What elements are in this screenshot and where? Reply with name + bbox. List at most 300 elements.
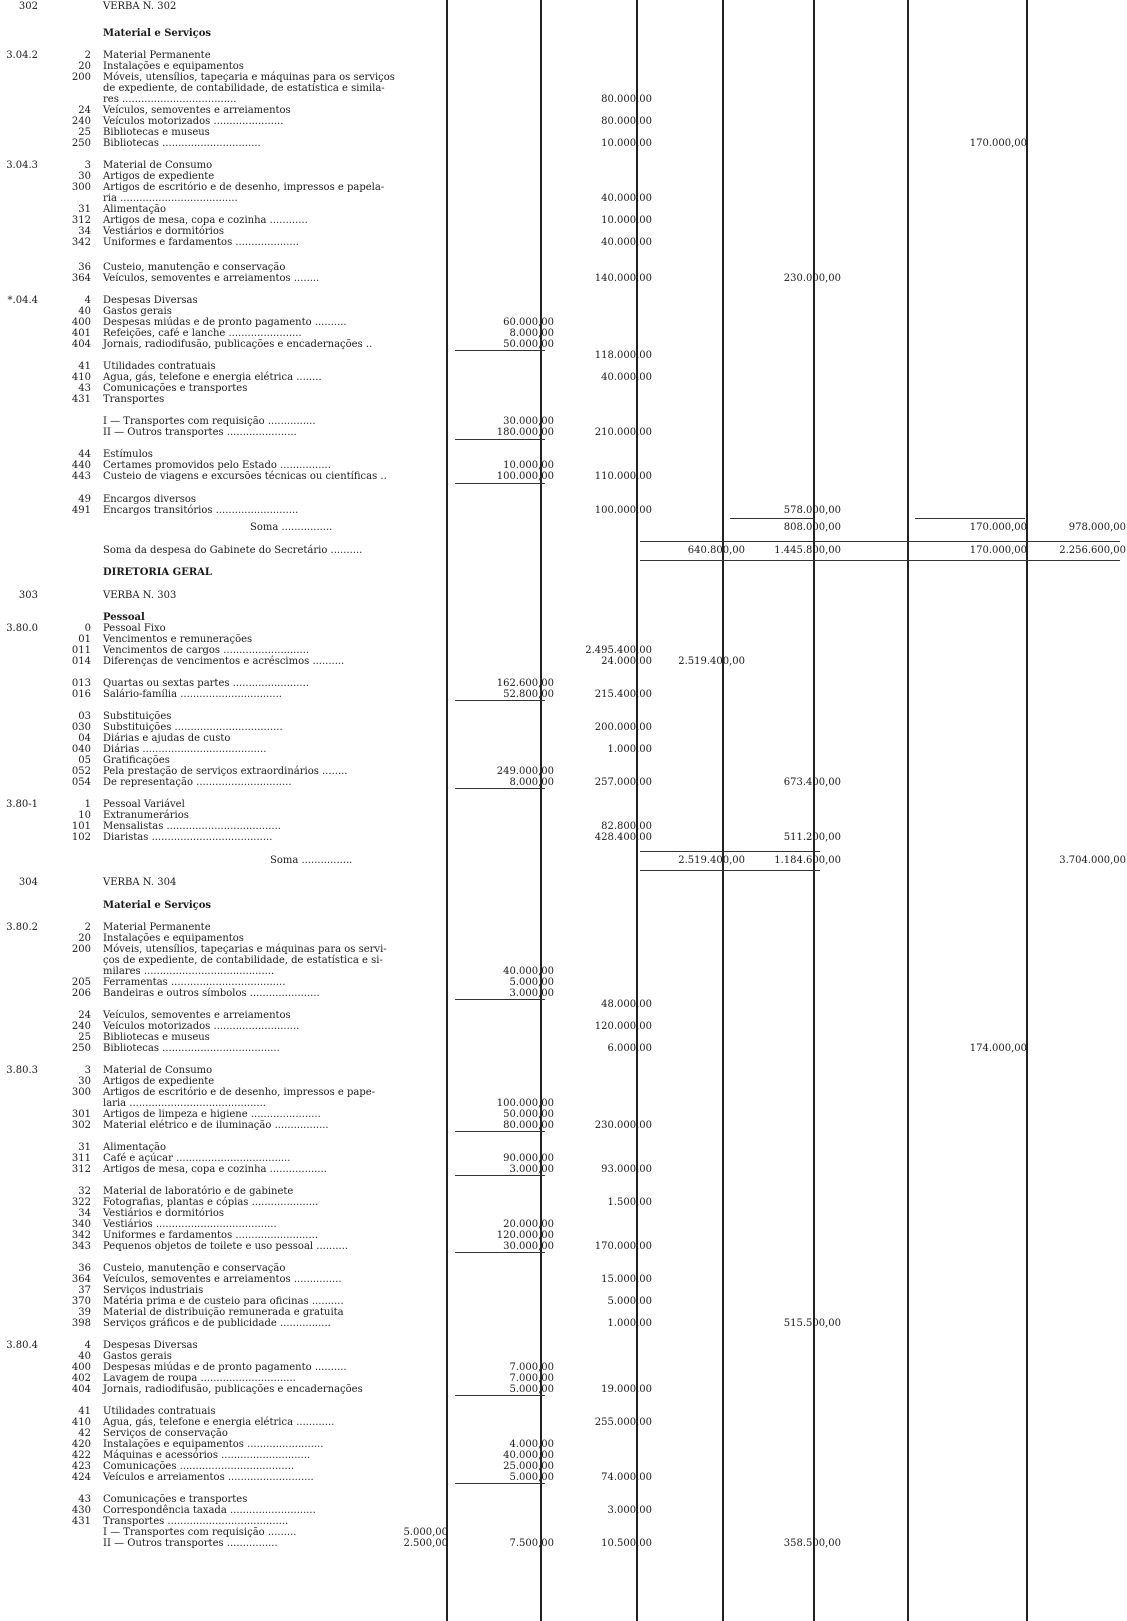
item-description: Lavagem de roupa .............................. <box>103 1373 296 1384</box>
item-code: 030 <box>71 722 91 733</box>
item-description: VERBA N. 302 <box>103 1 177 12</box>
budget-line <box>0 317 1127 328</box>
item-description: Material de Consumo <box>103 160 213 171</box>
item-code: 404 <box>71 1384 91 1395</box>
item-description: Vestiários e dormitórios <box>103 1208 224 1219</box>
item-description: Transportes <box>103 394 165 405</box>
amount-column-1: 7.000,00 <box>509 1373 554 1384</box>
amount-column-1: 5.000,00 <box>509 1384 554 1395</box>
item-description: ria ..................................... <box>103 193 238 204</box>
budget-line <box>0 689 1127 700</box>
item-description: Instalações e equipamentos <box>103 933 244 944</box>
amount-column-2: 15.000,00 <box>601 1274 652 1285</box>
item-description: Agua, gás, telefone e energia elétrica ............ <box>103 1417 335 1428</box>
verba-code: 3.80.3 <box>6 1065 38 1076</box>
budget-line <box>0 160 1127 171</box>
budget-line <box>0 1241 1127 1252</box>
item-description: ços de expediente, de contabilidade, de estatística e si- <box>103 955 383 966</box>
item-description: Encargos transitórios .......................... <box>103 505 299 516</box>
item-code: 250 <box>71 138 91 149</box>
amount-column-2: 6.000,00 <box>607 1043 652 1054</box>
budget-line <box>0 766 1127 777</box>
item-description: Artigos de mesa, copa e cozinha .................. <box>103 1164 327 1175</box>
amount-column-2: 10.500,00 <box>601 1538 652 1549</box>
amount-column-1: 4.000,00 <box>509 1439 554 1450</box>
amount-column-2: 74.000,00 <box>601 1472 652 1483</box>
amount-column-2: 110.000,00 <box>594 471 652 482</box>
amount-column-1: 7.500,00 <box>509 1538 554 1549</box>
budget-line <box>0 1505 1127 1516</box>
item-code: 24 <box>78 105 91 116</box>
item-description: laria ........................................... <box>103 1098 266 1109</box>
budget-line <box>0 138 1127 149</box>
budget-line <box>0 273 1127 284</box>
budget-line <box>0 204 1127 215</box>
item-code: 402 <box>71 1373 91 1384</box>
amount-column-1: 50.000,00 <box>503 339 554 350</box>
budget-line <box>0 1153 1127 1164</box>
item-code: 491 <box>71 505 91 516</box>
item-code: 311 <box>71 1153 91 1164</box>
item-description: Custeio, manutenção e conservação <box>103 262 286 273</box>
item-code: 342 <box>71 237 91 248</box>
item-description: I — Transportes com requisição ......... <box>103 1527 297 1538</box>
budget-line <box>0 339 1127 350</box>
item-code: 400 <box>71 317 91 328</box>
item-description: Diferenças de vencimentos e acréscimos .......... <box>103 656 345 667</box>
budget-line <box>0 1307 1127 1318</box>
item-description: Artigos de escritório e de desenho, impressos e papela- <box>103 182 385 193</box>
item-code: 443 <box>71 471 91 482</box>
amount-column-1: 60.000,00 <box>503 317 554 328</box>
amount-column-2: 10.000,00 <box>601 215 652 226</box>
budget-line <box>0 1296 1127 1307</box>
amount-column-2: 255.000,00 <box>594 1417 652 1428</box>
subtotal-rule <box>455 1395 545 1396</box>
budget-line <box>0 1263 1127 1274</box>
budget-line <box>0 711 1127 722</box>
amount-column-2: 5.000,00 <box>607 1296 652 1307</box>
item-code: 322 <box>71 1197 91 1208</box>
amount-column-6: 2.256.600,00 <box>1059 545 1126 556</box>
item-code: 10 <box>78 810 91 821</box>
amount-column-1: 10.000,00 <box>503 460 554 471</box>
subtotal-rule <box>915 518 1025 519</box>
amount-column-1: 8.000,00 <box>509 777 554 788</box>
amount-column-2: 428.400,00 <box>594 832 652 843</box>
item-description: Utilidades contratuais <box>103 1406 216 1417</box>
item-description: Serviços industriais <box>103 1285 204 1296</box>
amount-column-4: 358.500,00 <box>783 1538 841 1549</box>
item-description: Vestiários ...................................... <box>103 1219 277 1230</box>
amount-column-2: 2.495.400,00 <box>585 645 652 656</box>
amount-column-1: 162.600,00 <box>496 678 554 689</box>
item-code: 052 <box>71 766 91 777</box>
budget-line <box>0 237 1127 248</box>
item-description: Alimentação <box>103 204 167 215</box>
budget-line <box>0 944 1127 955</box>
item-code: 340 <box>71 1219 91 1230</box>
budget-line <box>0 755 1127 766</box>
budget-line <box>0 799 1127 810</box>
item-description: Material elétrico e de iluminação ................. <box>103 1120 329 1131</box>
item-description: Pequenos objetos de toilete e uso pessoal .......... <box>103 1241 349 1252</box>
budget-line <box>0 105 1127 116</box>
budget-line <box>0 427 1127 438</box>
item-code: 04 <box>78 733 91 744</box>
item-description: Pela prestação de serviços extraordinários ........ <box>103 766 348 777</box>
budget-line <box>0 1142 1127 1153</box>
budget-line <box>0 394 1127 405</box>
item-code: 30 <box>78 1076 91 1087</box>
budget-line <box>0 1274 1127 1285</box>
item-code: 300 <box>71 1087 91 1098</box>
budget-line <box>0 1021 1127 1032</box>
item-description: Matéria prima e de custeio para oficinas .......... <box>103 1296 344 1307</box>
item-code: 20 <box>78 933 91 944</box>
amount-column-3: 640.800,00 <box>687 545 745 556</box>
subtotal-rule <box>455 788 545 789</box>
item-description: res .................................... <box>103 94 237 105</box>
item-description: Quartas ou sextas partes ........................ <box>103 678 309 689</box>
budget-line <box>0 1494 1127 1505</box>
amount-column-4: 230.000,00 <box>783 273 841 284</box>
budget-line <box>0 50 1127 61</box>
item-description: Despesas Diversas <box>103 295 198 306</box>
item-code: 4 <box>84 295 91 306</box>
budget-line <box>0 1043 1127 1054</box>
amount-column-2: 3.000,00 <box>607 1505 652 1516</box>
amount-column-1: 80.000,00 <box>503 1120 554 1131</box>
item-description: Alimentação <box>103 1142 167 1153</box>
verba-code: 3.04.2 <box>6 50 38 61</box>
item-code: 206 <box>71 988 91 999</box>
item-code: 39 <box>78 1307 91 1318</box>
item-code: 36 <box>78 1263 91 1274</box>
item-description: Bibliotecas ............................... <box>103 138 261 149</box>
budget-line <box>0 1384 1127 1395</box>
subtotal-rule <box>730 518 815 519</box>
amount-column-2: 40.000,00 <box>601 193 652 204</box>
item-code: 24 <box>78 1010 91 1021</box>
amount-column-3: 2.519.400,00 <box>678 656 745 667</box>
item-description: Artigos de mesa, copa e cozinha ............ <box>103 215 308 226</box>
item-description: Despesas miúdas e de pronto pagamento .......... <box>103 317 347 328</box>
verba-code: *.04.4 <box>7 295 38 306</box>
budget-line <box>0 416 1127 427</box>
amount-column-1: 100.000,00 <box>496 471 554 482</box>
item-code: 014 <box>71 656 91 667</box>
budget-line <box>0 1120 1127 1131</box>
item-description: Serviços de conservação <box>103 1428 228 1439</box>
total-rule <box>640 851 820 852</box>
item-code: 05 <box>78 755 91 766</box>
item-description: Utilidades contratuais <box>103 361 216 372</box>
budget-line <box>0 1208 1127 1219</box>
item-description: Material de Consumo <box>103 1065 213 1076</box>
budget-line <box>0 855 1127 866</box>
budget-line <box>0 545 1127 556</box>
amount-column-5: 170.000,00 <box>969 138 1027 149</box>
item-code: 34 <box>78 1208 91 1219</box>
item-description: Bandeiras e outros símbolos ...................... <box>103 988 320 999</box>
subtotal-rule <box>455 1483 545 1484</box>
budget-line <box>0 877 1127 888</box>
item-code: 4 <box>84 1340 91 1351</box>
budget-line <box>0 1197 1127 1208</box>
amount-column-2: 80.000,00 <box>601 116 652 127</box>
item-description: Correspondência taxada ........................... <box>103 1505 316 1516</box>
item-code: 41 <box>78 1406 91 1417</box>
budget-line <box>0 1010 1127 1021</box>
budget-line <box>0 1406 1127 1417</box>
amount-column-5: 174.000,00 <box>969 1043 1027 1054</box>
amount-column-1: 40.000,00 <box>503 1450 554 1461</box>
budget-line <box>0 1032 1127 1043</box>
budget-line <box>0 1109 1127 1120</box>
item-description: Certames promovidos pelo Estado ................ <box>103 460 331 471</box>
item-code: 040 <box>71 744 91 755</box>
item-code: 49 <box>78 494 91 505</box>
budget-line <box>0 116 1127 127</box>
budget-line <box>0 1538 1127 1549</box>
item-code: 3 <box>84 1065 91 1076</box>
item-description: de expediente, de contabilidade, de estatística e simila- <box>103 83 385 94</box>
amount-column-1: 8.000,00 <box>509 328 554 339</box>
item-description: Soma ................ <box>250 522 333 533</box>
item-description: Material de laboratório e de gabinete <box>103 1186 294 1197</box>
budget-line <box>0 922 1127 933</box>
total-rule <box>640 560 1120 561</box>
item-description: Artigos de expediente <box>103 171 215 182</box>
budget-line <box>0 182 1127 193</box>
transport-subamount: 2.500,00 <box>403 1538 448 1549</box>
item-code: 398 <box>71 1318 91 1329</box>
budget-line <box>0 1340 1127 1351</box>
budget-line <box>0 612 1127 623</box>
budget-line <box>0 1285 1127 1296</box>
item-description: Bibliotecas e museus <box>103 1032 210 1043</box>
amount-column-1: 3.000,00 <box>509 988 554 999</box>
amount-column-2: 140.000,00 <box>594 273 652 284</box>
budget-line <box>0 1461 1127 1472</box>
budget-line <box>0 777 1127 788</box>
item-code: 34 <box>78 226 91 237</box>
amount-column-2: 100.000,00 <box>594 505 652 516</box>
item-description: DIRETORIA GERAL <box>103 567 212 578</box>
budget-line <box>0 1164 1127 1175</box>
item-description: Extranumerários <box>103 810 189 821</box>
budget-line <box>0 460 1127 471</box>
item-code: 312 <box>71 1164 91 1175</box>
budget-line <box>0 383 1127 394</box>
item-code: 20 <box>78 61 91 72</box>
item-code: 03 <box>78 711 91 722</box>
item-description: Artigos de expediente <box>103 1076 215 1087</box>
amount-column-1: 7.000,00 <box>509 1362 554 1373</box>
budget-line <box>0 361 1127 372</box>
item-code: 30 <box>78 171 91 182</box>
budget-line <box>0 522 1127 533</box>
budget-line <box>0 94 1127 105</box>
amount-column-1: 100.000,00 <box>496 1098 554 1109</box>
item-code: 312 <box>71 215 91 226</box>
budget-line <box>0 494 1127 505</box>
budget-line <box>0 733 1127 744</box>
item-code: 32 <box>78 1186 91 1197</box>
amount-column-2: 40.000,00 <box>601 372 652 383</box>
item-code: 240 <box>71 116 91 127</box>
item-code: 25 <box>78 1032 91 1043</box>
budget-line <box>0 1230 1127 1241</box>
amount-column-2: 210.000,00 <box>594 427 652 438</box>
budget-line <box>0 350 1127 361</box>
item-code: 404 <box>71 339 91 350</box>
item-code: 342 <box>71 1230 91 1241</box>
item-description: Gastos gerais <box>103 306 172 317</box>
amount-column-2: 80.000,00 <box>601 94 652 105</box>
item-description: II — Outros transportes ...................... <box>103 427 297 438</box>
amount-column-4: 1.445.800,00 <box>774 545 841 556</box>
budget-line <box>0 832 1127 843</box>
amount-column-2: 230.000,00 <box>594 1120 652 1131</box>
budget-line <box>0 966 1127 977</box>
item-code: 200 <box>71 72 91 83</box>
item-code: 205 <box>71 977 91 988</box>
item-code: 364 <box>71 1274 91 1285</box>
item-description: II — Outros transportes ................ <box>103 1538 278 1549</box>
amount-column-5: 170.000,00 <box>969 545 1027 556</box>
item-description: Instalações e equipamentos ........................ <box>103 1439 324 1450</box>
item-code: 44 <box>78 449 91 460</box>
item-description: Veículos, semoventes e arreiamentos <box>103 1010 291 1021</box>
item-description: Jornais, radiodifusão, publicações e encadernações <box>103 1384 363 1395</box>
budget-line <box>0 61 1127 72</box>
item-code: 40 <box>78 306 91 317</box>
budget-line <box>0 295 1127 306</box>
item-code: 250 <box>71 1043 91 1054</box>
item-description: Agua, gás, telefone e energia elétrica ........ <box>103 372 322 383</box>
amount-column-1: 20.000,00 <box>503 1219 554 1230</box>
budget-line <box>0 1417 1127 1428</box>
budget-line <box>0 567 1127 578</box>
budget-line <box>0 1428 1127 1439</box>
amount-column-1: 25.000,00 <box>503 1461 554 1472</box>
item-code: 102 <box>71 832 91 843</box>
subtotal-rule <box>455 439 545 440</box>
item-description: Pessoal Fixo <box>103 623 166 634</box>
amount-column-2: 82.800,00 <box>601 821 652 832</box>
amount-column-1: 3.000,00 <box>509 1164 554 1175</box>
item-description: I — Transportes com requisição ............... <box>103 416 316 427</box>
item-code: 370 <box>71 1296 91 1307</box>
budget-line <box>0 933 1127 944</box>
amount-column-1: 52.800,00 <box>503 689 554 700</box>
item-description: Café e açúcar .................................... <box>103 1153 291 1164</box>
item-code: 424 <box>71 1472 91 1483</box>
budget-line <box>0 471 1127 482</box>
budget-line <box>0 72 1127 83</box>
item-code: 1 <box>84 799 91 810</box>
amount-column-1: 30.000,00 <box>503 1241 554 1252</box>
amount-column-2: 93.000,00 <box>601 1164 652 1175</box>
item-description: Móveis, utensílios, tapeçaria e máquinas para os serviços <box>103 72 395 83</box>
item-code: 36 <box>78 262 91 273</box>
budget-line <box>0 1516 1127 1527</box>
budget-line <box>0 623 1127 634</box>
item-description: Despesas miúdas e de pronto pagamento .......... <box>103 1362 347 1373</box>
item-description: Fotografias, plantas e cópias ..................... <box>103 1197 319 1208</box>
amount-column-1: 50.000,00 <box>503 1109 554 1120</box>
amount-column-4: 1.184.600,00 <box>774 855 841 866</box>
item-description: Material e Serviços <box>103 28 212 39</box>
item-description: Diárias ....................................... <box>103 744 267 755</box>
item-description: Pessoal <box>103 612 145 623</box>
budget-line <box>0 1098 1127 1109</box>
budget-line <box>0 1373 1127 1384</box>
total-rule <box>640 870 820 871</box>
item-description: Uniformes e fardamentos .................... <box>103 237 299 248</box>
amount-column-2: 1.000,00 <box>607 1318 652 1329</box>
item-description: Transportes ...................................... <box>103 1516 289 1527</box>
item-description: Artigos de limpeza e higiene ...................... <box>103 1109 321 1120</box>
budget-line <box>0 1450 1127 1461</box>
item-description: Custeio, manutenção e conservação <box>103 1263 286 1274</box>
item-description: Veículos, semoventes e arreiamentos ........ <box>103 273 320 284</box>
item-code: 31 <box>78 1142 91 1153</box>
transport-subamount: 5.000,00 <box>403 1527 448 1538</box>
amount-column-1: 249.000,00 <box>496 766 554 777</box>
item-description: Diárias e ajudas de custo <box>103 733 231 744</box>
amount-column-4: 578.000,00 <box>783 505 841 516</box>
item-code: 200 <box>71 944 91 955</box>
verba-code: 302 <box>18 1 38 12</box>
budget-line <box>0 28 1127 39</box>
budget-line <box>0 1439 1127 1450</box>
item-code: 016 <box>71 689 91 700</box>
item-description: Material e Serviços <box>103 900 212 911</box>
item-code: 011 <box>71 645 91 656</box>
item-code: 40 <box>78 1351 91 1362</box>
item-description: Despesas Diversas <box>103 1340 198 1351</box>
amount-column-4: 808.000,00 <box>783 522 841 533</box>
item-code: 2 <box>84 50 91 61</box>
amount-column-1: 30.000,00 <box>503 416 554 427</box>
item-description: Bibliotecas ..................................... <box>103 1043 280 1054</box>
item-code: 101 <box>71 821 91 832</box>
budget-line <box>0 955 1127 966</box>
item-description: VERBA N. 303 <box>103 590 177 601</box>
total-rule <box>640 541 1120 542</box>
item-description: Material Permanente <box>103 922 211 933</box>
budget-line <box>0 1472 1127 1483</box>
item-description: Instalações e equipamentos <box>103 61 244 72</box>
verba-code: 3.04.3 <box>6 160 38 171</box>
verba-code: 3.80.2 <box>6 922 38 933</box>
item-description: Artigos de escritório e de desenho, impressos e pape- <box>103 1087 376 1098</box>
budget-line <box>0 1076 1127 1087</box>
item-description: Material Permanente <box>103 50 211 61</box>
amount-column-2: 24.000,00 <box>601 656 652 667</box>
item-description: Encargos diversos <box>103 494 197 505</box>
amount-column-1: 5.000,00 <box>509 977 554 988</box>
item-code: 31 <box>78 204 91 215</box>
budget-line <box>0 590 1127 601</box>
amount-column-2: 200.000,00 <box>594 722 652 733</box>
item-code: 420 <box>71 1439 91 1450</box>
verba-code: 303 <box>18 590 38 601</box>
budget-line <box>0 449 1127 460</box>
